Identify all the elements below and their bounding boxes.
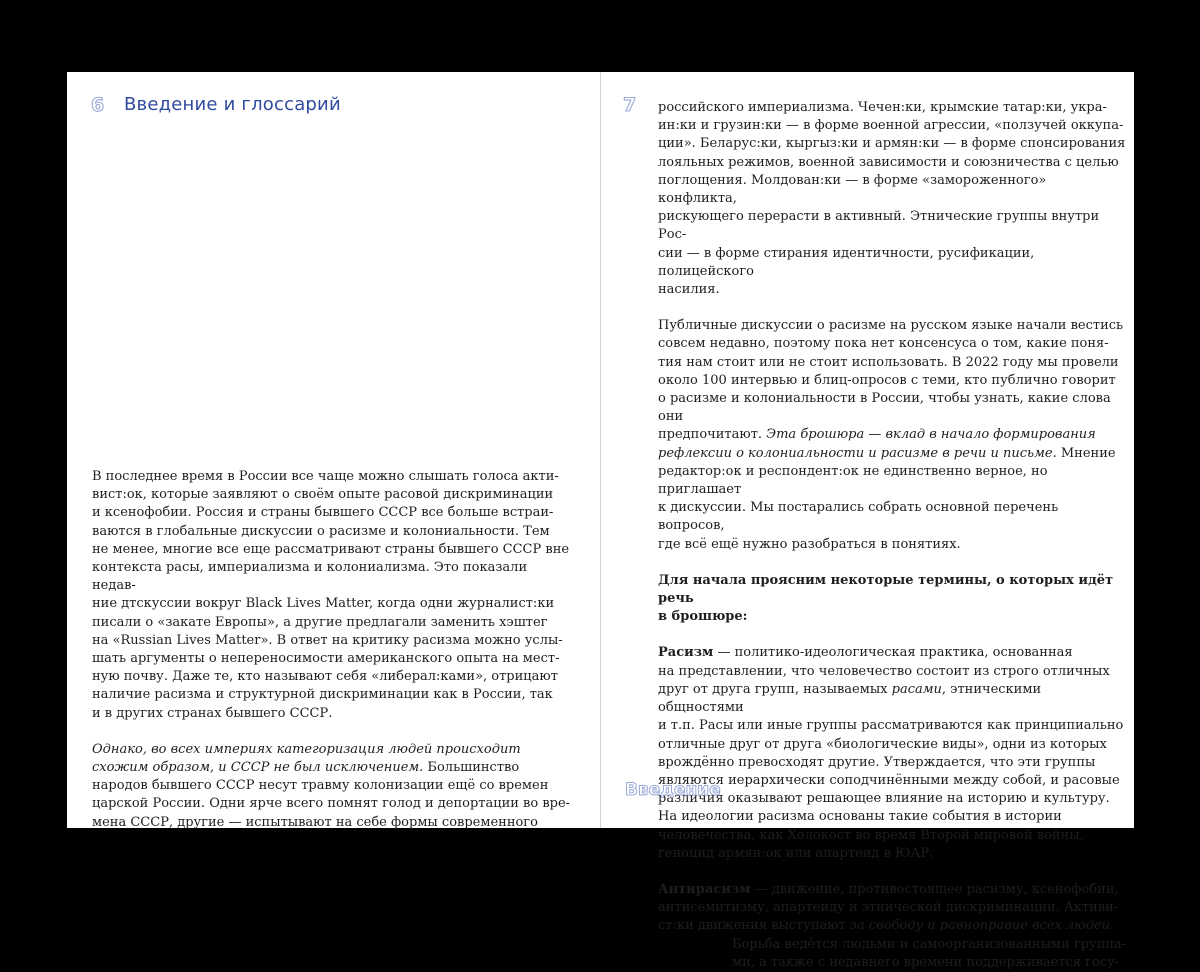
section-marker: Введение — [625, 780, 721, 800]
term-racism-def-end: , этническими общностями и т.п. Расы или иные группы рассматриваются как принципиально отличные друг от друга «биологические виды», одни из которых врождённо превосходят другие. Утверждается, что эти группы являются иерархически соподчинёнными между собой, и расовые различия оказывают решающее влияние на историю и культуру. На идеологии расизма основаны такие события в истории человечества, как Холокост во время Второй мировой войны, геноцид армян:ок или апартеид в ЮАР. — [658, 681, 1124, 861]
right-page — [601, 72, 1134, 970]
paragraph-intro: В последнее время в России все чаще можно слышать голоса акти- вист:ок, которые заявляют о своём опыте расовой дискриминации и ксенофобии. Россия и страны бывшего СССР все больше встраи- ваются в глобальные дискуссии о расизме и колониальности. Тем не менее, многие все еще рассматривают страны бывшего СССР вне контекста расы, империализма и колониализма. Это показали недав- ние дтскуссии вокруг Black Lives Matter, когда одни журналист:ки писали о «закате Европы», а другие предлагали заменить хэштег на «Russian Lives Matter». В ответ на критику расизма можно услы- шать аргументы о непереносимости американского опыта на мест- ную почву. Даже те, кто называют себя «либерал:ками», отрицают наличие расизма и структурной дискриминации как в России, так и в других странах бывшего СССР. — [92, 469, 570, 721]
page-number-right: 7 — [623, 94, 637, 116]
term-antiracism-def-start: — движение, противостоящее расизму, ксенофобии, антисемитизму, апартеиду и этнической дискриминации. Активи- ст:ки движения выступают — [658, 881, 1119, 934]
book-spread — [67, 72, 1134, 970]
paragraph-empires — [92, 741, 572, 832]
term-antiracism-continued: Борьба ведётся людьми и самоорганизованными группа- ми, а также с недавнего времени поддерживается госу- — [732, 936, 1127, 970]
left-body — [92, 468, 572, 850]
term-antiracism-title: Антирасизм — [658, 881, 751, 897]
term-antiracism — [658, 881, 1128, 972]
glossary-intro-bold: Для начала проясним некоторые термины, о которых идёт речь в брошюре: — [658, 572, 1114, 625]
p2-end: Мнение редактор:ок и респондент:ок не единственно верное, но приглашает к дискуссии. Мы постарались собрать основной перечень вопросов, где всё ещё нужно разобраться в понятиях. — [658, 445, 1116, 552]
page-number-left: 6 — [91, 94, 105, 116]
term-racism-title: Расизм — [658, 645, 714, 661]
paragraph-empires-rest: Большинство народов бывшего СССР несут травму колонизации ещё со времен царской России. Одни ярче всего помнят голод и депортации во вре- мена СССР, другие — испытывают на себе формы современного — [92, 760, 571, 830]
term-racism-def-italic: расами — [891, 681, 942, 697]
glossary-intro — [658, 572, 1128, 627]
term-antiracism-def-italic: за свободу и равноправие всех людей. — [849, 918, 1115, 934]
p2-italic: Эта брошюра — вклад в начало формирования рефлексии о колониальности и расизме в речи и письме. — [658, 427, 1096, 461]
term-racism — [658, 644, 1128, 862]
paragraph-imperialism: российского империализма. Чечен:ки, крымские татар:ки, укра- ин:ки и грузин:ки — в форме военной агрессии, «ползучей оккупа- ции». Беларус:ки, кыргыз:ки и армян:ки — в форме спонсирования лояльных режимов, военной зависимости и союзничества с целью поглощения. Молдован:ки — в форме «замороженного» конфликта, рискующего перерасти в активный. Этнические группы внутри Рос- сии — в форме стирания идентичности, русификации, полицейского насилия. — [658, 100, 1126, 298]
chapter-title: Введение и глоссарий — [124, 94, 341, 115]
p2-start: Публичные дискуссии о расизме на русском языке начали вестись совсем недавно, поэтому пока нет консенсуса о том, какие поня- тия нам стоит или не стоит использовать. В 2022 году мы провели около 100 интервью и блиц-опросов с теми, кто публично говорит о расизме и колониальности в России, чтобы узнать, какие слова они предпочитают. — [658, 318, 1124, 443]
paragraph-empires-italic: Однако, во всех империях категоризация людей происходит схожим образом, и СССР не был исключением. — [92, 741, 521, 776]
left-page — [67, 72, 600, 828]
term-racism-def-start: — политико-идеологическая практика, основанная на представлении, что человечество состоит из строго отличных друг от друга групп, называемых — [658, 645, 1110, 697]
paragraph-public-discussions — [658, 317, 1128, 554]
right-body — [658, 99, 1128, 972]
